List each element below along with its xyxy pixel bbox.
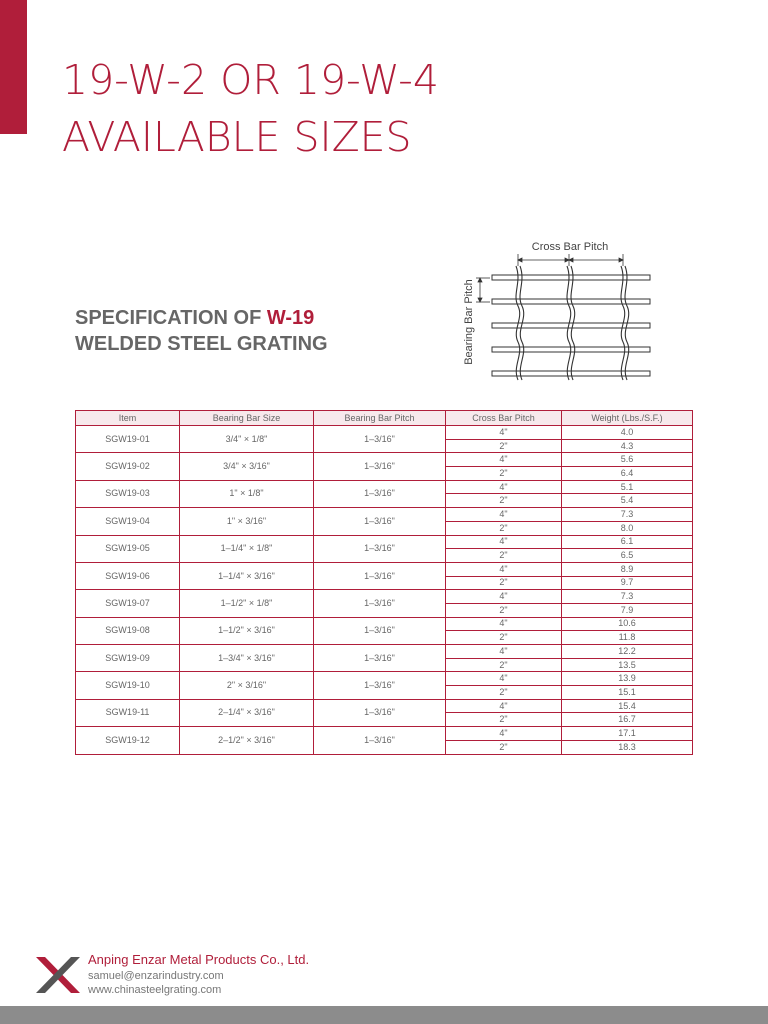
- table-row: [76, 617, 693, 631]
- cross-bar-pitch-label: Cross Bar Pitch: [531, 241, 609, 253]
- x-logo-icon: [36, 955, 80, 995]
- weight-cell: 6.5: [562, 549, 693, 563]
- weight-cell: 12.2: [562, 645, 693, 659]
- item-cell: SGW19-10: [76, 672, 180, 699]
- weight-cell: 6.1: [562, 535, 693, 549]
- header-bearing-bar-size: Bearing Bar Size: [180, 411, 314, 426]
- bearing-bar-pitch-cell: 1–3/16": [314, 727, 446, 754]
- bearing-bar-size-cell: 3/4" × 3/16": [180, 453, 314, 480]
- item-cell: SGW19-01: [76, 426, 180, 453]
- cross-bar-pitch-cell: 4": [446, 508, 562, 522]
- item-cell: SGW19-12: [76, 727, 180, 754]
- bearing-bar-pitch-cell: 1–3/16": [314, 672, 446, 699]
- bearing-bar-pitch-cell: 1–3/16": [314, 617, 446, 644]
- accent-bar: [0, 0, 27, 134]
- table-body: [76, 426, 693, 755]
- contact-email[interactable]: samuel@enzarindustry.com: [88, 970, 224, 982]
- cross-bar-pitch-cell: 4": [446, 453, 562, 467]
- weight-cell: 9.7: [562, 576, 693, 590]
- weight-cell: 13.9: [562, 672, 693, 686]
- weight-cell: 5.6: [562, 453, 693, 467]
- weight-cell: 6.4: [562, 467, 693, 481]
- item-cell: SGW19-05: [76, 535, 180, 562]
- table-row: [76, 590, 693, 604]
- cross-bar-pitch-cell: 4": [446, 426, 562, 440]
- table-row: [76, 453, 693, 467]
- weight-cell: 8.0: [562, 521, 693, 535]
- bearing-bar-size-cell: 3/4" × 1/8": [180, 426, 314, 453]
- cross-bar-pitch-cell: 2": [446, 467, 562, 481]
- bearing-bar-size-cell: 2–1/4" × 3/16": [180, 699, 314, 726]
- cross-bar-pitch-cell: 2": [446, 686, 562, 700]
- item-cell: SGW19-04: [76, 508, 180, 535]
- bearing-bar-pitch-cell: 1–3/16": [314, 453, 446, 480]
- bearing-bar-dimension: [476, 278, 490, 302]
- spec-highlight: W-19: [266, 307, 315, 329]
- bearing-bar-pitch-cell: 1–3/16": [314, 480, 446, 507]
- table-row: [76, 562, 693, 576]
- cross-bar-pitch-cell: 2": [446, 658, 562, 672]
- weight-cell: 4.0: [562, 426, 693, 440]
- table-row: [76, 645, 693, 659]
- cross-bar-pitch-cell: 4": [446, 590, 562, 604]
- weight-cell: 15.1: [562, 686, 693, 700]
- spec-prefix: SPECIFICATION OF: [75, 307, 267, 329]
- cross-bar-pitch-cell: 4": [446, 645, 562, 659]
- cross-bar-pitch-cell: 4": [446, 699, 562, 713]
- bearing-bar-pitch-cell: 1–3/16": [314, 562, 446, 589]
- cross-bar-dimension: [518, 254, 623, 266]
- table-header-row: [76, 411, 693, 426]
- item-cell: SGW19-09: [76, 645, 180, 672]
- bearing-bar-size-cell: 1–1/4" × 3/16": [180, 562, 314, 589]
- weight-cell: 15.4: [562, 699, 693, 713]
- bearing-bar-size-cell: 1–1/2" × 3/16": [180, 617, 314, 644]
- cross-bar-pitch-cell: 4": [446, 480, 562, 494]
- cross-bar-pitch-cell: 2": [446, 576, 562, 590]
- table-row: [76, 672, 693, 686]
- bearing-bar-pitch-cell: 1–3/16": [314, 508, 446, 535]
- cross-bar-pitch-cell: 4": [446, 617, 562, 631]
- header-item: Item: [76, 411, 180, 426]
- weight-cell: 10.6: [562, 617, 693, 631]
- weight-cell: 5.4: [562, 494, 693, 508]
- table-row: [76, 508, 693, 522]
- title-line-2: AVAILABLE SIZES: [62, 113, 412, 161]
- weight-cell: 16.7: [562, 713, 693, 727]
- cross-bar-pitch-cell: 2": [446, 549, 562, 563]
- bearing-bar-pitch-cell: 1–3/16": [314, 645, 446, 672]
- table-row: [76, 480, 693, 494]
- cross-bar-pitch-cell: 2": [446, 494, 562, 508]
- bearing-bar-pitch-label: Bearing Bar Pitch: [463, 279, 475, 365]
- cross-bar-pitch-cell: 2": [446, 439, 562, 453]
- item-cell: SGW19-11: [76, 699, 180, 726]
- header-cross-bar-pitch: Cross Bar Pitch: [446, 411, 562, 426]
- company-name: Anping Enzar Metal Products Co., Ltd.: [88, 952, 310, 967]
- cross-bar-pitch-cell: 2": [446, 713, 562, 727]
- item-cell: SGW19-07: [76, 590, 180, 617]
- spec-heading: [75, 305, 328, 357]
- weight-cell: 7.3: [562, 590, 693, 604]
- table-row: [76, 426, 693, 440]
- table-row: [76, 727, 693, 741]
- bearing-bar-pitch-cell: 1–3/16": [314, 590, 446, 617]
- weight-cell: 7.9: [562, 603, 693, 617]
- table-header: [76, 411, 693, 426]
- contact-website[interactable]: www.chinasteelgrating.com: [88, 984, 222, 996]
- bearing-bar-pitch-cell: 1–3/16": [314, 699, 446, 726]
- weight-cell: 8.9: [562, 562, 693, 576]
- bearing-bar-size-cell: 1" × 3/16": [180, 508, 314, 535]
- bearing-bar-pitch-cell: 1–3/16": [314, 535, 446, 562]
- bearing-bar-pitch-cell: 1–3/16": [314, 426, 446, 453]
- spec-table: [75, 410, 693, 755]
- bottom-bar: [0, 1006, 768, 1024]
- weight-cell: 5.1: [562, 480, 693, 494]
- item-cell: SGW19-08: [76, 617, 180, 644]
- weight-cell: 11.8: [562, 631, 693, 645]
- weight-cell: 18.3: [562, 740, 693, 754]
- page-title: [62, 52, 439, 166]
- title-line-1: 19-W-2 OR 19-W-4: [62, 56, 439, 104]
- table-row: [76, 699, 693, 713]
- cross-bar-pitch-cell: 2": [446, 603, 562, 617]
- footer: [88, 951, 309, 997]
- grating-diagram: [458, 234, 658, 384]
- item-cell: SGW19-06: [76, 562, 180, 589]
- cross-bar-pitch-cell: 2": [446, 631, 562, 645]
- cross-bar-pitch-cell: 4": [446, 672, 562, 686]
- header-bearing-bar-pitch: Bearing Bar Pitch: [314, 411, 446, 426]
- item-cell: SGW19-03: [76, 480, 180, 507]
- weight-cell: 4.3: [562, 439, 693, 453]
- cross-bar-pitch-cell: 4": [446, 562, 562, 576]
- spec-line-2: WELDED STEEL GRATING: [75, 333, 328, 355]
- header-weight: Weight (Lbs./S.F.): [562, 411, 693, 426]
- weight-cell: 17.1: [562, 727, 693, 741]
- cross-bar-pitch-cell: 2": [446, 521, 562, 535]
- cross-bar-pitch-cell: 4": [446, 727, 562, 741]
- bearing-bar-size-cell: 2" × 3/16": [180, 672, 314, 699]
- weight-cell: 7.3: [562, 508, 693, 522]
- bearing-bar-size-cell: 2–1/2" × 3/16": [180, 727, 314, 754]
- bearing-bar-size-cell: 1–1/2" × 1/8": [180, 590, 314, 617]
- bearing-bar-size-cell: 1–3/4" × 3/16": [180, 645, 314, 672]
- table-row: [76, 535, 693, 549]
- weight-cell: 13.5: [562, 658, 693, 672]
- cross-bar-pitch-cell: 4": [446, 535, 562, 549]
- item-cell: SGW19-02: [76, 453, 180, 480]
- bearing-bar-size-cell: 1–1/4" × 1/8": [180, 535, 314, 562]
- cross-bar-pitch-cell: 2": [446, 740, 562, 754]
- bearing-bar-size-cell: 1" × 1/8": [180, 480, 314, 507]
